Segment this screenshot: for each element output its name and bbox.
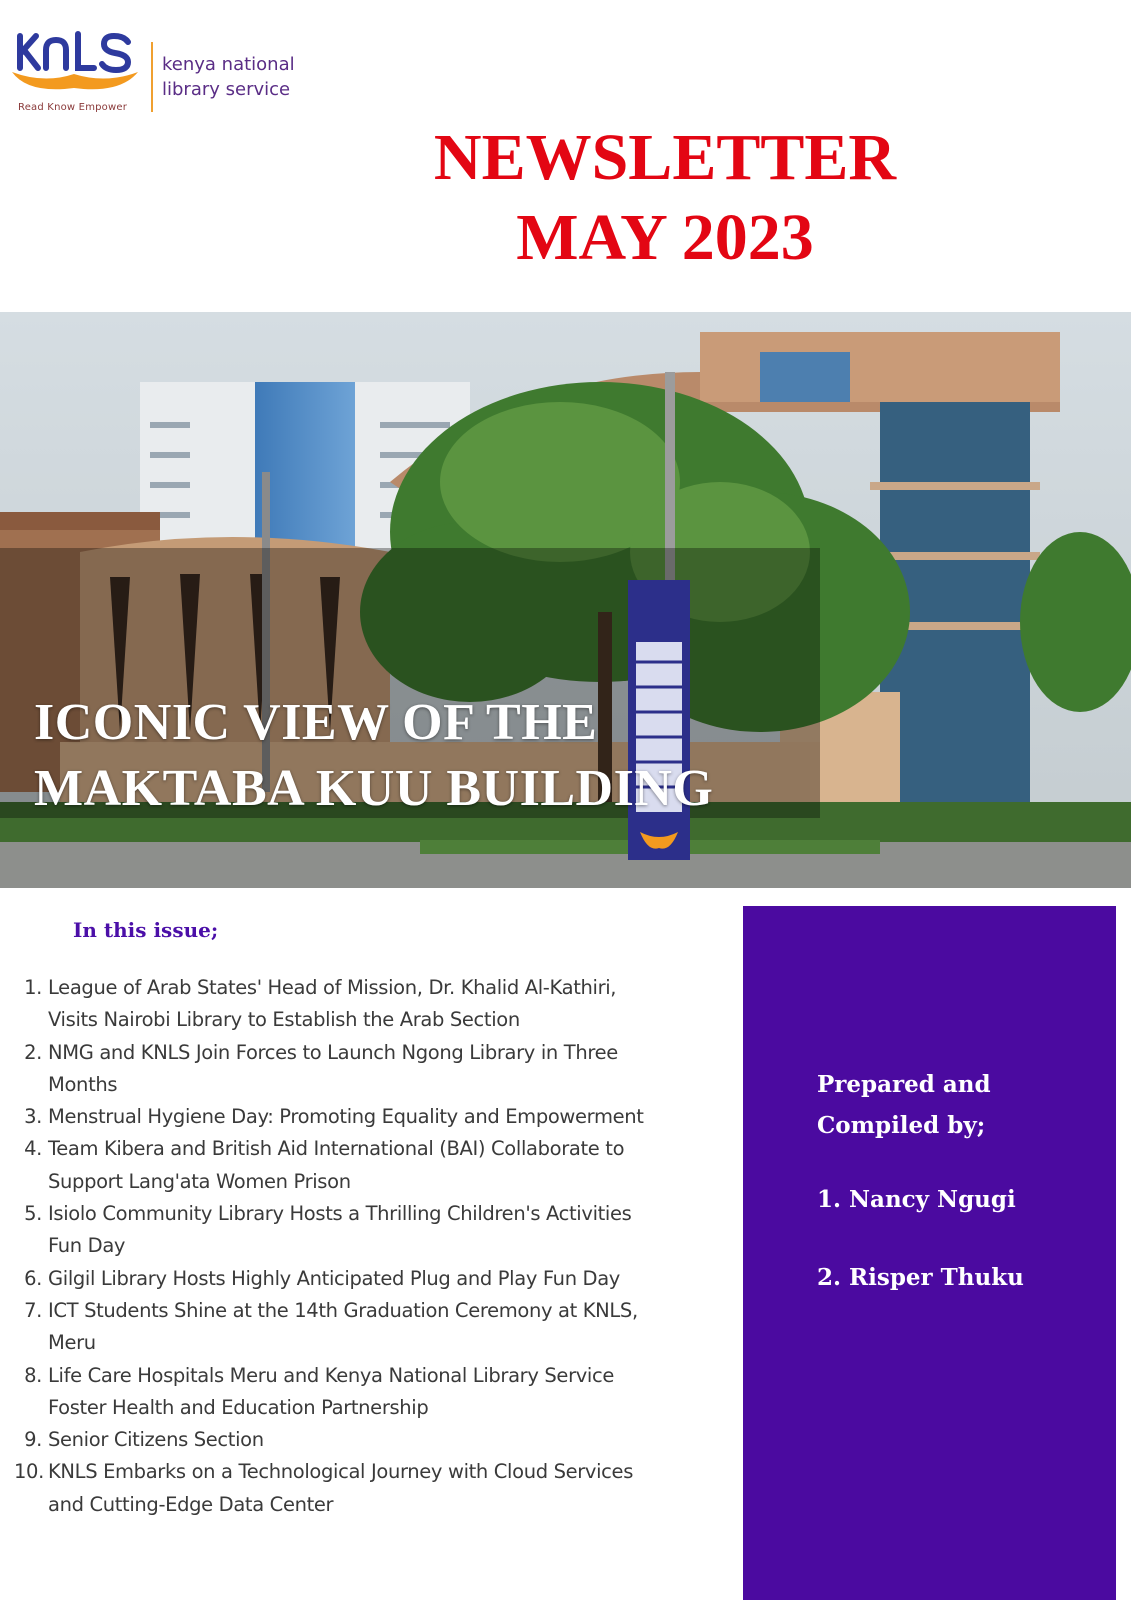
list-item-line: Menstrual Hygiene Day: Promoting Equality and Empowerment: [48, 1105, 644, 1129]
compiler-name: 1. Nancy Ngugi: [817, 1186, 1016, 1213]
credits-title-line2: Compiled by;: [817, 1112, 986, 1139]
list-item-number: 8.: [24, 1363, 42, 1387]
list-item-line: Team Kibera and British Aid International (BAI) Collaborate to: [48, 1137, 625, 1161]
knls-logo-mark: [10, 28, 150, 100]
list-item: [14, 1456, 694, 1521]
list-item-line: Foster Health and Education Partnership: [48, 1395, 429, 1419]
issue-list: [14, 972, 694, 1521]
list-item: [14, 1133, 694, 1198]
list-item-number: 7.: [24, 1298, 42, 1322]
credits-title-line1: Prepared and: [817, 1071, 991, 1098]
list-item-number: 4.: [24, 1137, 42, 1161]
list-item: [14, 1424, 694, 1456]
logo-org-name: [162, 52, 312, 102]
list-item-line: KNLS Embarks on a Technological Journey with Cloud Services: [48, 1460, 634, 1484]
list-item-line: and Cutting-Edge Data Center: [48, 1492, 334, 1516]
list-item-text: [42, 972, 694, 1037]
newsletter-title-line1: NEWSLETTER: [433, 121, 897, 194]
list-item-number: 10.: [14, 1460, 44, 1484]
list-item-line: Life Care Hospitals Meru and Kenya National Library Service: [48, 1363, 615, 1387]
knls-logo: [10, 28, 310, 123]
credits-panel: [743, 906, 1116, 1600]
list-item-line: Isiolo Community Library Hosts a Thrilling Children's Activities: [48, 1202, 632, 1226]
logo-org-line2: library service: [162, 79, 291, 100]
list-item-line: ICT Students Shine at the 14th Graduation Ceremony at KNLS,: [48, 1298, 638, 1322]
list-item: [14, 1101, 694, 1133]
list-item: [14, 972, 694, 1037]
list-item-line: Support Lang'ata Women Prison: [48, 1169, 351, 1193]
list-item-line: Fun Day: [48, 1234, 126, 1258]
list-item-text: [42, 1456, 694, 1521]
list-item-text: [42, 1198, 694, 1263]
credits-title: [817, 1064, 1077, 1146]
list-item-number: 5.: [24, 1202, 42, 1226]
list-item-number: 3.: [24, 1105, 42, 1129]
list-item-text: [42, 1101, 694, 1133]
list-item-text: [42, 1037, 694, 1102]
hero-caption: [34, 690, 713, 822]
hero-caption-line1: ICONIC VIEW OF THE: [34, 694, 598, 751]
list-item-number: 9.: [24, 1428, 42, 1452]
list-item: [14, 1037, 694, 1102]
list-item-number: 2.: [24, 1040, 42, 1064]
list-item: [14, 1360, 694, 1425]
hero-caption-line2: MAKTABA KUU BUILDING: [34, 760, 714, 817]
list-item: [14, 1295, 694, 1360]
list-item-line: Meru: [48, 1331, 96, 1355]
list-item-text: [42, 1133, 694, 1198]
list-item-line: NMG and KNLS Join Forces to Launch Ngong Library in Three: [48, 1040, 618, 1064]
hero-photo: [0, 312, 1131, 888]
list-item-line: Gilgil Library Hosts Highly Anticipated Plug and Play Fun Day: [48, 1266, 621, 1290]
list-item-number: 1.: [24, 976, 42, 999]
issue-heading: In this issue;: [73, 918, 219, 942]
newsletter-title: [360, 118, 970, 278]
list-item-text: [42, 1263, 694, 1295]
list-item-line: Visits Nairobi Library to Establish the Arab Section: [48, 1008, 520, 1032]
list-item-text: [42, 1360, 694, 1425]
list-item: [14, 1263, 694, 1295]
list-item-number: 6.: [24, 1266, 42, 1290]
newsletter-title-line2: MAY 2023: [516, 201, 814, 274]
list-item-text: [42, 1295, 694, 1360]
logo-org-line1: kenya national: [162, 54, 295, 75]
list-item: [14, 1198, 694, 1263]
compiler-name: 2. Risper Thuku: [817, 1264, 1024, 1291]
list-item-text: [42, 1424, 694, 1456]
logo-tagline: Read Know Empower: [18, 102, 128, 113]
logo-divider: [151, 42, 153, 112]
list-item-line: League of Arab States' Head of Mission, Dr. Khalid Al-Kathiri,: [48, 976, 617, 999]
list-item-line: Senior Citizens Section: [48, 1428, 264, 1452]
list-item-line: Months: [48, 1072, 118, 1096]
